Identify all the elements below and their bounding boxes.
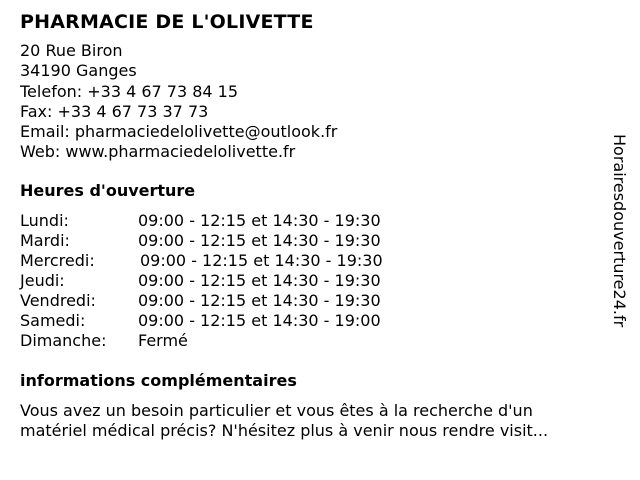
email-address: Email: pharmaciedelolivette@outlook.fr (20, 122, 338, 142)
phone-number: Telefon: +33 4 67 73 84 15 (20, 81, 239, 101)
address-city: 34190 Ganges (20, 61, 137, 81)
hours-time: Fermé (138, 330, 188, 350)
hours-time: 09:00 - 12:15 et 14:30 - 19:30 (138, 230, 381, 250)
additional-info-text: Vous avez un besoin particulier et vous êtes à la recherche d'un matériel médical précis? N'hésitez plus à venir nous rendre visit... (20, 400, 549, 441)
hours-row-thursday (20, 271, 610, 291)
pharmacy-card (20, 10, 610, 442)
hours-day: Mardi: (20, 230, 70, 250)
hours-time: 09:00 - 12:15 et 14:30 - 19:30 (138, 270, 381, 290)
opening-hours-table (20, 211, 610, 351)
hours-day: Lundi: (20, 210, 69, 230)
hours-row-saturday (20, 311, 610, 331)
hours-day: Mercredi: (20, 250, 95, 270)
site-watermark-label: Horairesdouverture24.fr (610, 134, 629, 328)
hours-time: 09:00 - 12:15 et 14:30 - 19:30 (138, 210, 381, 230)
hours-row-wednesday (20, 251, 610, 271)
pharmacy-name: PHARMACIE DE L'OLIVETTE (20, 11, 314, 33)
hours-day: Samedi: (20, 310, 86, 330)
fax-number: Fax: +33 4 67 73 37 73 (20, 101, 209, 121)
hours-time: 09:00 - 12:15 et 14:30 - 19:00 (138, 310, 381, 330)
hours-row-monday (20, 211, 610, 231)
hours-time: 09:00 - 12:15 et 14:30 - 19:30 (138, 290, 381, 310)
hours-day: Vendredi: (20, 290, 96, 310)
address-street: 20 Rue Biron (20, 41, 123, 60)
opening-hours-heading: Heures d'ouverture (20, 180, 196, 200)
hours-day: Dimanche: (20, 330, 107, 350)
hours-time: 09:00 - 12:15 et 14:30 - 19:30 (140, 250, 383, 270)
hours-day: Jeudi: (20, 270, 65, 290)
additional-info-heading: informations complémentaires (20, 370, 297, 390)
hours-row-tuesday (20, 231, 610, 251)
hours-row-sunday (20, 331, 610, 351)
website: Web: www.pharmaciedelolivette.fr (20, 142, 296, 162)
hours-row-friday (20, 291, 610, 311)
